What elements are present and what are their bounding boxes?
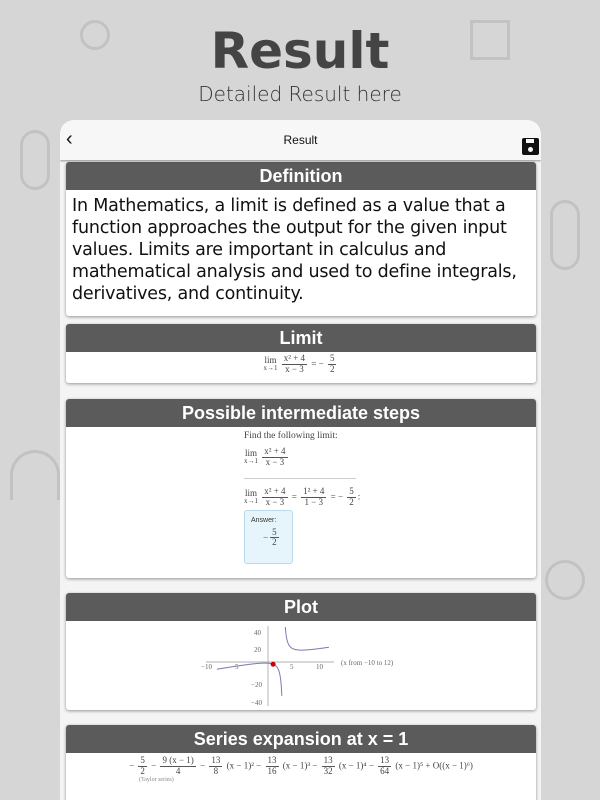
nav-title: Result bbox=[283, 133, 318, 147]
page-subtitle: Detailed Result here bbox=[198, 82, 402, 106]
series-section bbox=[66, 725, 536, 800]
plot-section bbox=[66, 593, 536, 710]
lim-sub: x→1 bbox=[244, 497, 258, 506]
fraction bbox=[322, 756, 335, 777]
denominator: 32 bbox=[323, 765, 333, 776]
floppy-disk-icon[interactable] bbox=[522, 138, 539, 155]
steps-intro: Find the following limit: bbox=[244, 431, 338, 441]
denominator: 64 bbox=[380, 765, 390, 776]
y-tick: −20 bbox=[251, 681, 262, 689]
taylor-note: (Taylor series) bbox=[139, 776, 174, 783]
series-term: − bbox=[312, 760, 320, 771]
colon: : bbox=[357, 491, 361, 502]
limit-formula bbox=[66, 352, 536, 375]
denominator: 16 bbox=[267, 765, 277, 776]
limit-section bbox=[66, 324, 536, 383]
answer-numerator: 5 bbox=[272, 526, 277, 537]
numerator: 13 bbox=[323, 755, 333, 765]
series-term: (x − 1)⁴ bbox=[336, 760, 369, 771]
numerator: x² + 4 bbox=[283, 353, 306, 363]
series-term: − bbox=[256, 760, 264, 771]
plot-range-note: (x from −10 to 12) bbox=[341, 659, 394, 667]
y-tick: −40 bbox=[251, 699, 262, 707]
equals: = − bbox=[330, 491, 344, 502]
background-decoration bbox=[20, 130, 50, 190]
series-term: − bbox=[148, 760, 159, 771]
result-denominator: 2 bbox=[349, 496, 354, 507]
fraction bbox=[266, 756, 279, 777]
series-term: + O((x − 1)⁶) bbox=[425, 760, 473, 771]
plot-graph bbox=[66, 621, 536, 710]
fraction bbox=[378, 756, 391, 777]
lim-text: lim bbox=[264, 355, 277, 366]
series-term: − bbox=[129, 760, 137, 771]
equals: = bbox=[291, 491, 297, 502]
fraction bbox=[209, 756, 222, 777]
plot-curve-right bbox=[285, 627, 329, 650]
x-tick: 10 bbox=[316, 663, 323, 671]
series-term: − bbox=[368, 760, 377, 771]
steps-header: Possible intermediate steps bbox=[66, 399, 536, 427]
denominator: x − 3 bbox=[265, 456, 285, 467]
x-tick: −5 bbox=[231, 663, 239, 671]
series-term: (x − 1)⁵ bbox=[393, 760, 426, 771]
numerator: x² + 4 bbox=[264, 446, 286, 456]
limit-header: Limit bbox=[66, 324, 536, 352]
series-formula bbox=[66, 753, 536, 777]
result-numerator: 5 bbox=[329, 353, 335, 363]
plot-curve-left bbox=[217, 663, 282, 696]
plot-point bbox=[271, 662, 276, 667]
equals: = − bbox=[311, 358, 324, 369]
nav-bar bbox=[60, 120, 541, 160]
lim-sub: x→1 bbox=[244, 457, 258, 466]
chevron-left-icon[interactable]: ‹ bbox=[66, 128, 73, 150]
denominator: x − 3 bbox=[265, 496, 285, 507]
steps-section bbox=[66, 399, 536, 578]
denominator: 8 bbox=[213, 765, 219, 776]
numerator: 9 (x − 1) bbox=[162, 755, 194, 765]
lim-text: lim bbox=[244, 488, 257, 499]
fraction bbox=[138, 756, 147, 777]
denominator: x − 3 bbox=[285, 363, 304, 374]
definition-header: Definition bbox=[66, 162, 536, 190]
numerator: 1² + 4 bbox=[303, 485, 325, 496]
denominator: 1 − 3 bbox=[304, 496, 324, 507]
series-term: − bbox=[197, 760, 208, 771]
lim-sub: x→1 bbox=[263, 364, 278, 373]
numerator: 13 bbox=[380, 755, 390, 765]
series-term: (x − 1)² bbox=[224, 760, 257, 771]
result-numerator: 5 bbox=[349, 485, 354, 496]
background-decoration bbox=[10, 450, 60, 500]
numerator: 13 bbox=[211, 755, 221, 765]
y-tick: 20 bbox=[254, 646, 261, 654]
numerator: 5 bbox=[140, 755, 145, 765]
background-decoration bbox=[550, 200, 580, 270]
divider bbox=[244, 478, 356, 479]
plot-header: Plot bbox=[66, 593, 536, 621]
steps-formula-1 bbox=[244, 447, 536, 468]
steps-formula-2 bbox=[244, 487, 536, 508]
fraction bbox=[160, 756, 195, 777]
numerator: x² + 4 bbox=[264, 485, 286, 496]
answer-label: Answer: bbox=[251, 516, 277, 524]
definition-section bbox=[66, 162, 536, 316]
answer-denominator: 2 bbox=[272, 537, 277, 548]
y-tick: 40 bbox=[254, 629, 261, 637]
x-tick: 5 bbox=[290, 663, 294, 671]
denominator: 2 bbox=[140, 765, 145, 776]
lim-text: lim bbox=[244, 448, 257, 459]
answer-box bbox=[244, 510, 293, 564]
series-term: (x − 1)³ bbox=[280, 760, 313, 771]
x-tick: −10 bbox=[201, 663, 212, 671]
result-denominator: 2 bbox=[329, 363, 335, 374]
denominator: 4 bbox=[175, 765, 181, 776]
page-title: Result bbox=[210, 22, 390, 80]
background-decoration bbox=[545, 560, 585, 600]
series-header: Series expansion at x = 1 bbox=[66, 725, 536, 753]
definition-text: In Mathematics, a limit is defined as a value that a function approaches the output for the given input values. Limits are important in calculus and mathematical analysis and used to define integrals, derivatives, and continuity. bbox=[72, 196, 517, 304]
numerator: 13 bbox=[267, 755, 277, 765]
result-card bbox=[60, 120, 541, 800]
answer-sign: − bbox=[263, 532, 269, 543]
